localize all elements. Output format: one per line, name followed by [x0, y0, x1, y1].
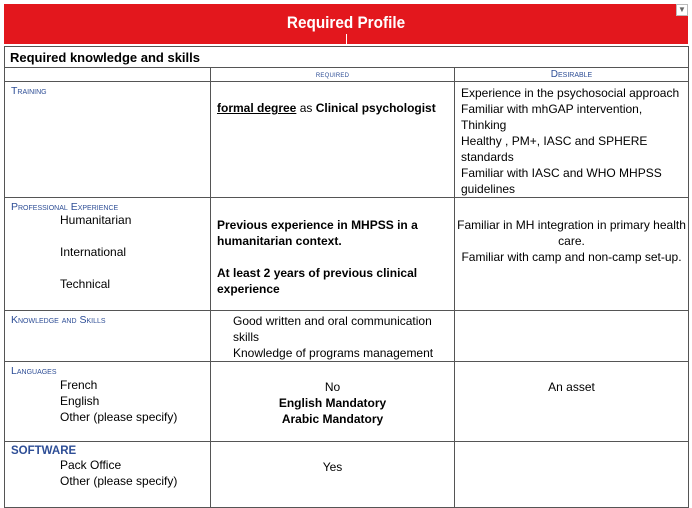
training-label: Training [11, 85, 47, 97]
experience-desirable-line: Familiar with camp and non-camp set-up. [461, 250, 682, 264]
experience-required-cell [211, 198, 455, 311]
experience-desirable-line: care. [558, 234, 585, 248]
text-cursor [346, 34, 347, 44]
experience-sub-technical: Technical [60, 277, 111, 291]
experience-required-line: experience [217, 282, 280, 296]
experience-label-cell [5, 198, 211, 311]
training-required-cell [211, 82, 455, 198]
experience-required-line: Previous experience in MHPSS in a [217, 218, 418, 232]
languages-label: Languages [11, 365, 57, 377]
header-empty-cell [5, 68, 211, 82]
languages-required-english: English Mandatory [278, 396, 387, 410]
software-label: SOFTWARE [11, 445, 77, 457]
software-sub-other: Other (please specify) [60, 474, 178, 488]
languages-sub-french: French [60, 378, 98, 392]
software-required: Yes [322, 460, 343, 474]
software-desirable-cell [455, 442, 689, 508]
training-degree-field: Clinical psychologist [315, 101, 436, 115]
training-degree-text: formal degree [217, 101, 297, 115]
profile-banner [4, 4, 688, 44]
section-title: Required knowledge and skills [5, 47, 689, 68]
software-sub-pack-office: Pack Office [60, 458, 122, 472]
languages-required-arabic: Arabic Mandatory [281, 412, 384, 426]
training-desirable-line: Familiar with IASC and WHO MHPSS [461, 166, 662, 180]
languages-desirable: An asset [548, 380, 595, 394]
training-label-cell [5, 82, 211, 198]
software-required-cell [211, 442, 455, 508]
experience-desirable-line: Familiar in MH integration in primary health [457, 218, 686, 232]
languages-label-cell [5, 362, 211, 442]
experience-required-line: humanitarian context. [217, 234, 342, 248]
training-desirable-line: guidelines [461, 182, 516, 196]
knowledge-desirable-cell [455, 311, 689, 362]
languages-required-cell [211, 362, 455, 442]
knowledge-required-line: Good written and oral communication skills [233, 314, 432, 344]
experience-sub-international: International [60, 245, 127, 259]
knowledge-required-line: Knowledge of programs management [233, 346, 434, 360]
experience-sub-humanitarian: Humanitarian [60, 213, 132, 227]
banner-title: Required Profile [286, 13, 406, 32]
languages-sub-other: Other (please specify) [60, 410, 178, 424]
knowledge-label: Knowledge and Skills [11, 314, 106, 326]
training-desirable-line: Healthy , PM+, IASC and SPHERE [461, 134, 648, 148]
experience-required-line: At least 2 years of previous clinical [217, 266, 418, 280]
experience-desirable-cell [455, 198, 689, 311]
column-header-required: required [211, 68, 455, 82]
training-desirable-line: Experience in the psychosocial approach [461, 86, 680, 100]
training-desirable-line: Familiar with mhGAP intervention, Thinking [461, 102, 643, 132]
training-required [211, 82, 454, 115]
languages-required-french: No [324, 380, 341, 394]
profile-table [4, 46, 689, 508]
languages-sub-english: English [60, 394, 100, 408]
experience-label: Professional Experience [11, 201, 119, 213]
software-label-cell [5, 442, 211, 508]
chevron-down-icon[interactable]: ▼ [676, 4, 688, 16]
knowledge-required-cell [211, 311, 455, 362]
training-desirable-cell [455, 82, 689, 198]
languages-desirable-cell [455, 362, 689, 442]
training-desirable-line: standards [461, 150, 514, 164]
training-as-text: as [296, 101, 316, 115]
column-header-desirable: Desirable [455, 68, 689, 82]
knowledge-label-cell [5, 311, 211, 362]
